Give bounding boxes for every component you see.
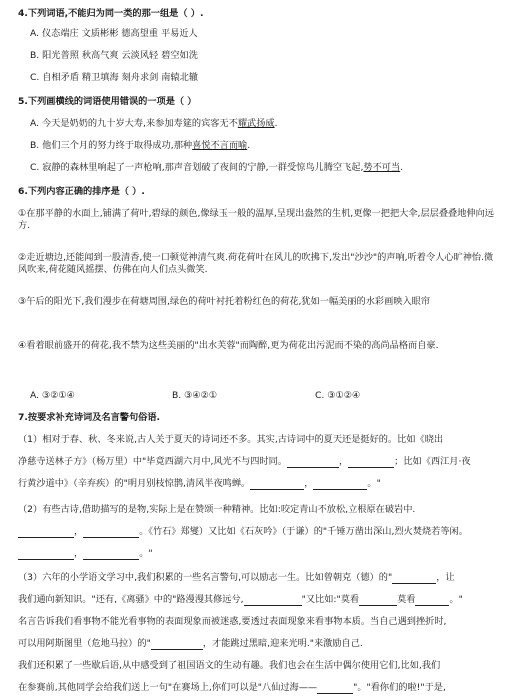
q7-p3-l6-text: 在参赛前,其他同学会给我们送上一句"在赛场上,你们可以是"八仙过海——: [18, 682, 318, 693]
q7-p3-l1-end: ，让: [436, 572, 455, 583]
q7-p1-line2: [18, 456, 502, 468]
q4-option-a: A. 仪态端庄 文质彬彬 德高望重 平易近人: [30, 28, 198, 39]
q7-p1-l3-comma: ，: [304, 478, 314, 489]
q7-p3-l2-end: 。": [449, 594, 463, 605]
q7-stem: 7.按要求补充诗词及名言警句俗语.: [18, 412, 160, 423]
answer-blank[interactable]: [348, 457, 394, 468]
q5-b-end: .: [247, 140, 251, 151]
q7-p2-l3-comma: ，: [74, 548, 84, 559]
q5-option-c: [30, 162, 502, 174]
answer-blank[interactable]: [250, 479, 304, 490]
q7-p2-l2-text: 。《竹石》郑燮）又比如《石灰吟》（于谦）的"千锤万凿出深山,烈火焚烧若等闲。: [139, 526, 468, 537]
q7-p2-line1: （2）有些古诗,借助描写的是物,实际上是在赞颂一种精神。比如:咬定青山不放松,立根原在破岩中.: [18, 504, 416, 515]
q4-option-c: C. 自相矛盾 精卫填海 刻舟求剑 南辕北辙: [30, 72, 199, 83]
q5-b-underlined: 喜悦不言而喻: [192, 140, 248, 151]
answer-blank[interactable]: [392, 573, 436, 584]
answer-blank[interactable]: [244, 595, 302, 606]
q7-p3-line5: 我们还积累了一些歇后语,从中感受到了祖国语文的生动有趣。我们也会在生活中偶尔使用它们,比如,我们: [18, 660, 441, 671]
q7-p3-l6-end: "。"看你们的啦!"于是,: [353, 682, 446, 693]
q6-item-2: ②走近塘边,还能闻到一股清香,使一口顿觉神清气爽.荷花荷叶在风儿的吹拂下,发出"沙沙"的声响,听着令人心旷神怡.微风吹来,荷花随风摇摆、仿佛在向人们点头微笑.: [18, 252, 494, 275]
q7-p1-line1: （1）相对于春、秋、冬来说,古人关于夏天的诗词还不多。其实,古诗词中的夏天还是挺好的。比如《晓出: [18, 434, 444, 445]
q7-p1-l2-comma: ，: [338, 456, 349, 467]
q5-a-end: .: [274, 118, 278, 129]
q7-p3-line6: [18, 682, 502, 694]
q6-stem: 6.下列内容正确的排序是（ ）.: [18, 186, 145, 197]
q7-p1-l2-end: ；比如《西江月·夜: [394, 456, 471, 467]
q5-option-a: [30, 118, 502, 130]
q7-p3-line1: [18, 572, 502, 584]
q7-p2-line2: [18, 526, 502, 538]
q7-p3-line4: [18, 638, 502, 650]
q7-p3-line3: 名言告诉我们看事物不能光看事物的表面现象而被迷惑,要透过表面现象来看事物本质。当自己遇到挫折时,: [18, 616, 447, 627]
q7-p2-l2-comma: ，: [74, 526, 84, 537]
answer-blank[interactable]: [317, 683, 353, 694]
q7-p3-l4-text: 可以用阿斯图里（危地马拉）的": [18, 638, 151, 649]
q5-c-text: C. 寂静的森林里响起了一声枪响,那声音划破了夜间的宁静,一群受惊鸟儿腾空飞起,: [30, 162, 364, 173]
answer-blank[interactable]: [18, 527, 74, 538]
q7-p1-l3-end: 。": [367, 478, 381, 489]
q5-b-text: B. 他们三个月的努力终于取得成功,那种: [30, 140, 193, 151]
q6-option-c: C. ③①②④: [315, 390, 361, 401]
q6-item-1: ①在那平静的水面上,铺满了荷叶,碧绿的颜色,像绿玉一般的温厚,呈现出盎然的生机,更像一把把大伞,层层叠叠地伸向远方.: [18, 208, 494, 231]
q4-option-b: B. 阳光普照 秋高气爽 云淡风轻 碧空如洗: [30, 50, 198, 61]
q6-item-4: ④看着眼前盛开的荷花,我不禁为这些美丽的"出水芙蓉"而陶醉,更为荷花出污泥而不染的高尚品格而自豪.: [18, 340, 439, 351]
q7-p1-l2-text: 净慈寺送林子方》（杨万里）中"毕竟西湖六月中,风光不与四时同。: [18, 456, 287, 467]
answer-blank[interactable]: [359, 595, 397, 606]
q7-p3-l4-end: ，才能跳过黑暗,迎来光明."来激励自己.: [202, 638, 363, 649]
answer-blank[interactable]: [83, 549, 139, 560]
q7-p2-line3: [18, 548, 502, 560]
q7-p3-l2-mid: "又比如:"莫看: [301, 594, 360, 605]
q5-c-end: .: [400, 162, 404, 173]
answer-blank[interactable]: [415, 595, 449, 606]
q7-p1-line3: [18, 478, 502, 490]
q4-stem: 4.下列词语,不能归为同一类的那一组是（ ）.: [18, 8, 204, 19]
q5-a-text: A. 今天是奶奶的九十岁大寿,来参加寿筵的宾客无不: [30, 118, 238, 129]
q7-p3-l1-text: （3）六年的小学语文学习中,我们积累的一些名言警句,可以励志一生。比如曾朝克（德）的": [18, 572, 393, 583]
q5-a-underlined: 耀武扬威: [237, 118, 275, 129]
q7-p3-line2: [18, 594, 502, 606]
q7-p2-l3-end: 。": [139, 548, 153, 559]
q7-p3-l2-mid2: 莫看: [397, 594, 416, 605]
q5-option-b: [30, 140, 502, 152]
q6-item-3: ③午后的阳光下,我们漫步在荷塘周围,绿色的荷叶衬托着粉红色的荷花,犹如一幅美丽的水彩画映入眼帘: [18, 296, 431, 307]
q6-option-b: B. ③④②①: [172, 390, 218, 401]
answer-blank[interactable]: [287, 457, 339, 468]
answer-blank[interactable]: [151, 639, 203, 650]
q6-option-a: A. ③②①④: [30, 390, 75, 401]
answer-blank[interactable]: [83, 527, 139, 538]
q7-p3-l2-text: 我们通向新知识。"还有,《离骚》中的"路漫漫其修远兮,: [18, 594, 244, 605]
answer-blank[interactable]: [18, 549, 74, 560]
q5-c-underlined: 势不可当: [363, 162, 401, 173]
answer-blank[interactable]: [313, 479, 367, 490]
q7-p1-l3-text: 行黄沙道中》（辛弃疾）的"明月别枝惊鹊,清风半夜鸣蝉。: [18, 478, 251, 489]
q5-stem: 5.下列画横线的词语使用错误的一项是（ ）: [18, 96, 197, 107]
